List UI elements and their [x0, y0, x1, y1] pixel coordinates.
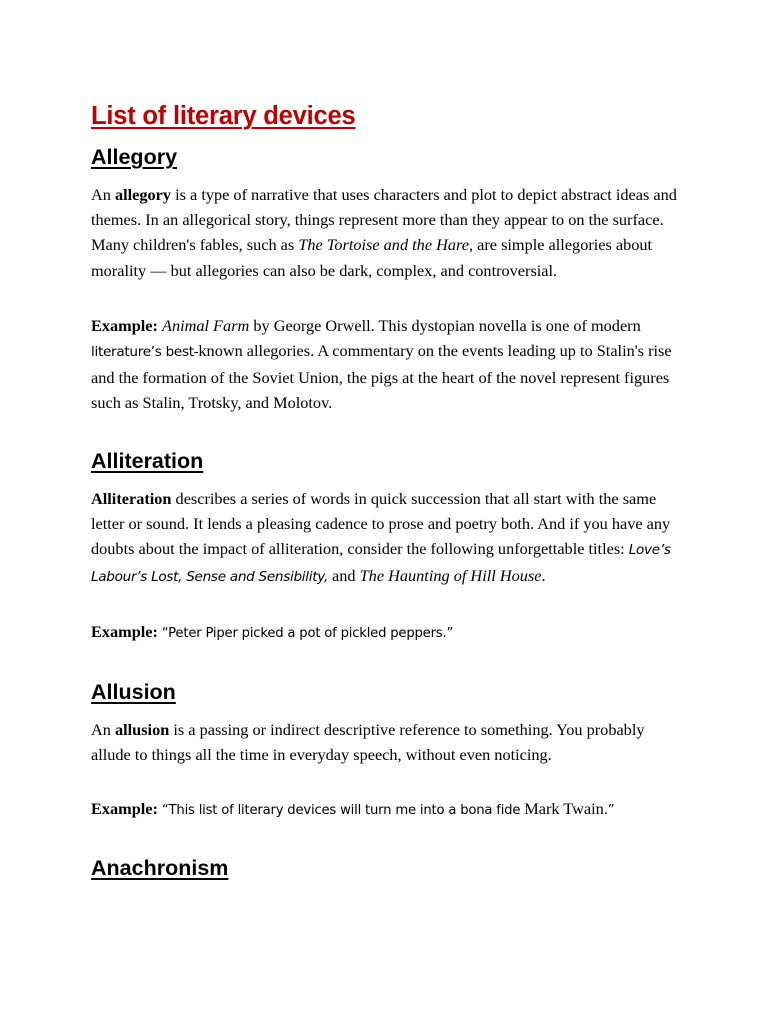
- document-title: List of literary devices: [91, 102, 356, 130]
- alliteration-example-quote: “Peter Piper picked a pot of pickled peppers.”: [157, 626, 454, 642]
- example-label: Example:: [91, 315, 158, 335]
- allegory-example-text-alt: literature’s best-: [91, 344, 199, 361]
- allegory-example-book-title: Animal Farm: [162, 315, 250, 335]
- alliteration-definition-and: and: [327, 566, 360, 586]
- allegory-definition: [91, 182, 681, 283]
- allusion-example: [91, 796, 681, 823]
- alliteration-title-hill-house: The Haunting of Hill House: [359, 566, 542, 586]
- example-label: Example:: [91, 622, 158, 642]
- alliteration-titles: Love’s Labour’s Lost, Sense and Sensibility,: [91, 542, 671, 586]
- allusion-term: allusion: [114, 719, 170, 739]
- allegory-fable-title: The Tortoise and the Hare: [298, 235, 469, 255]
- allegory-example-text-end: known allegories. A commentary on the events leading up to Stalin's rise and the formation of the Soviet Union, the pigs at the heart of the novel represent figures such as Stalin, Trotsky, and Molotov.: [91, 341, 672, 413]
- document-body: [91, 98, 681, 893]
- allusion-definition: [91, 717, 681, 767]
- allegory-example-text: by George Orwell. This dystopian novella is one of modern: [249, 315, 641, 335]
- alliteration-definition-text: describes a series of words in quick succession that all start with the same letter or sound. It lends a pleasing cadence to prose and poetry both. And if you have any doubts about the impact of alliteration, consider the following unforgettable titles:: [91, 488, 671, 559]
- alliteration-definition: [91, 486, 681, 591]
- allusion-example-quote: “This list of literary devices will turn me into a bona fide: [157, 803, 525, 819]
- allegory-definition-text: is a type of narrative that uses characters and plot to depict abstract ideas and themes. In an allegorical story, things represent more than they appear to on the surface. Many children's fables, such as: [91, 185, 677, 255]
- section-heading-anachronism: Anachronism: [91, 856, 229, 881]
- alliteration-example: [91, 619, 681, 646]
- alliteration-term: Alliteration: [91, 488, 172, 508]
- allusion-definition-lead: An: [91, 719, 115, 739]
- allegory-definition-lead: An: [91, 185, 115, 204]
- section-heading-allegory: Allegory: [91, 145, 178, 169]
- alliteration-definition-period: .: [541, 566, 546, 586]
- allusion-example-name: Mark Twain: [524, 799, 604, 819]
- section-heading-alliteration: Alliteration: [91, 448, 204, 473]
- allegory-term: allegory: [114, 185, 172, 204]
- allegory-example: [91, 313, 681, 416]
- allusion-example-quote-end: .”: [603, 803, 615, 819]
- allegory-definition-text-end: , are simple allegories about morality — but allegories can also be dark, complex, and controversial.: [91, 235, 653, 280]
- example-label: Example:: [91, 799, 158, 819]
- section-heading-allusion: Allusion: [91, 679, 176, 704]
- allusion-definition-text: is a passing or indirect descriptive reference to something. You probably allude to things all the time in everyday speech, without even noticing.: [91, 719, 645, 764]
